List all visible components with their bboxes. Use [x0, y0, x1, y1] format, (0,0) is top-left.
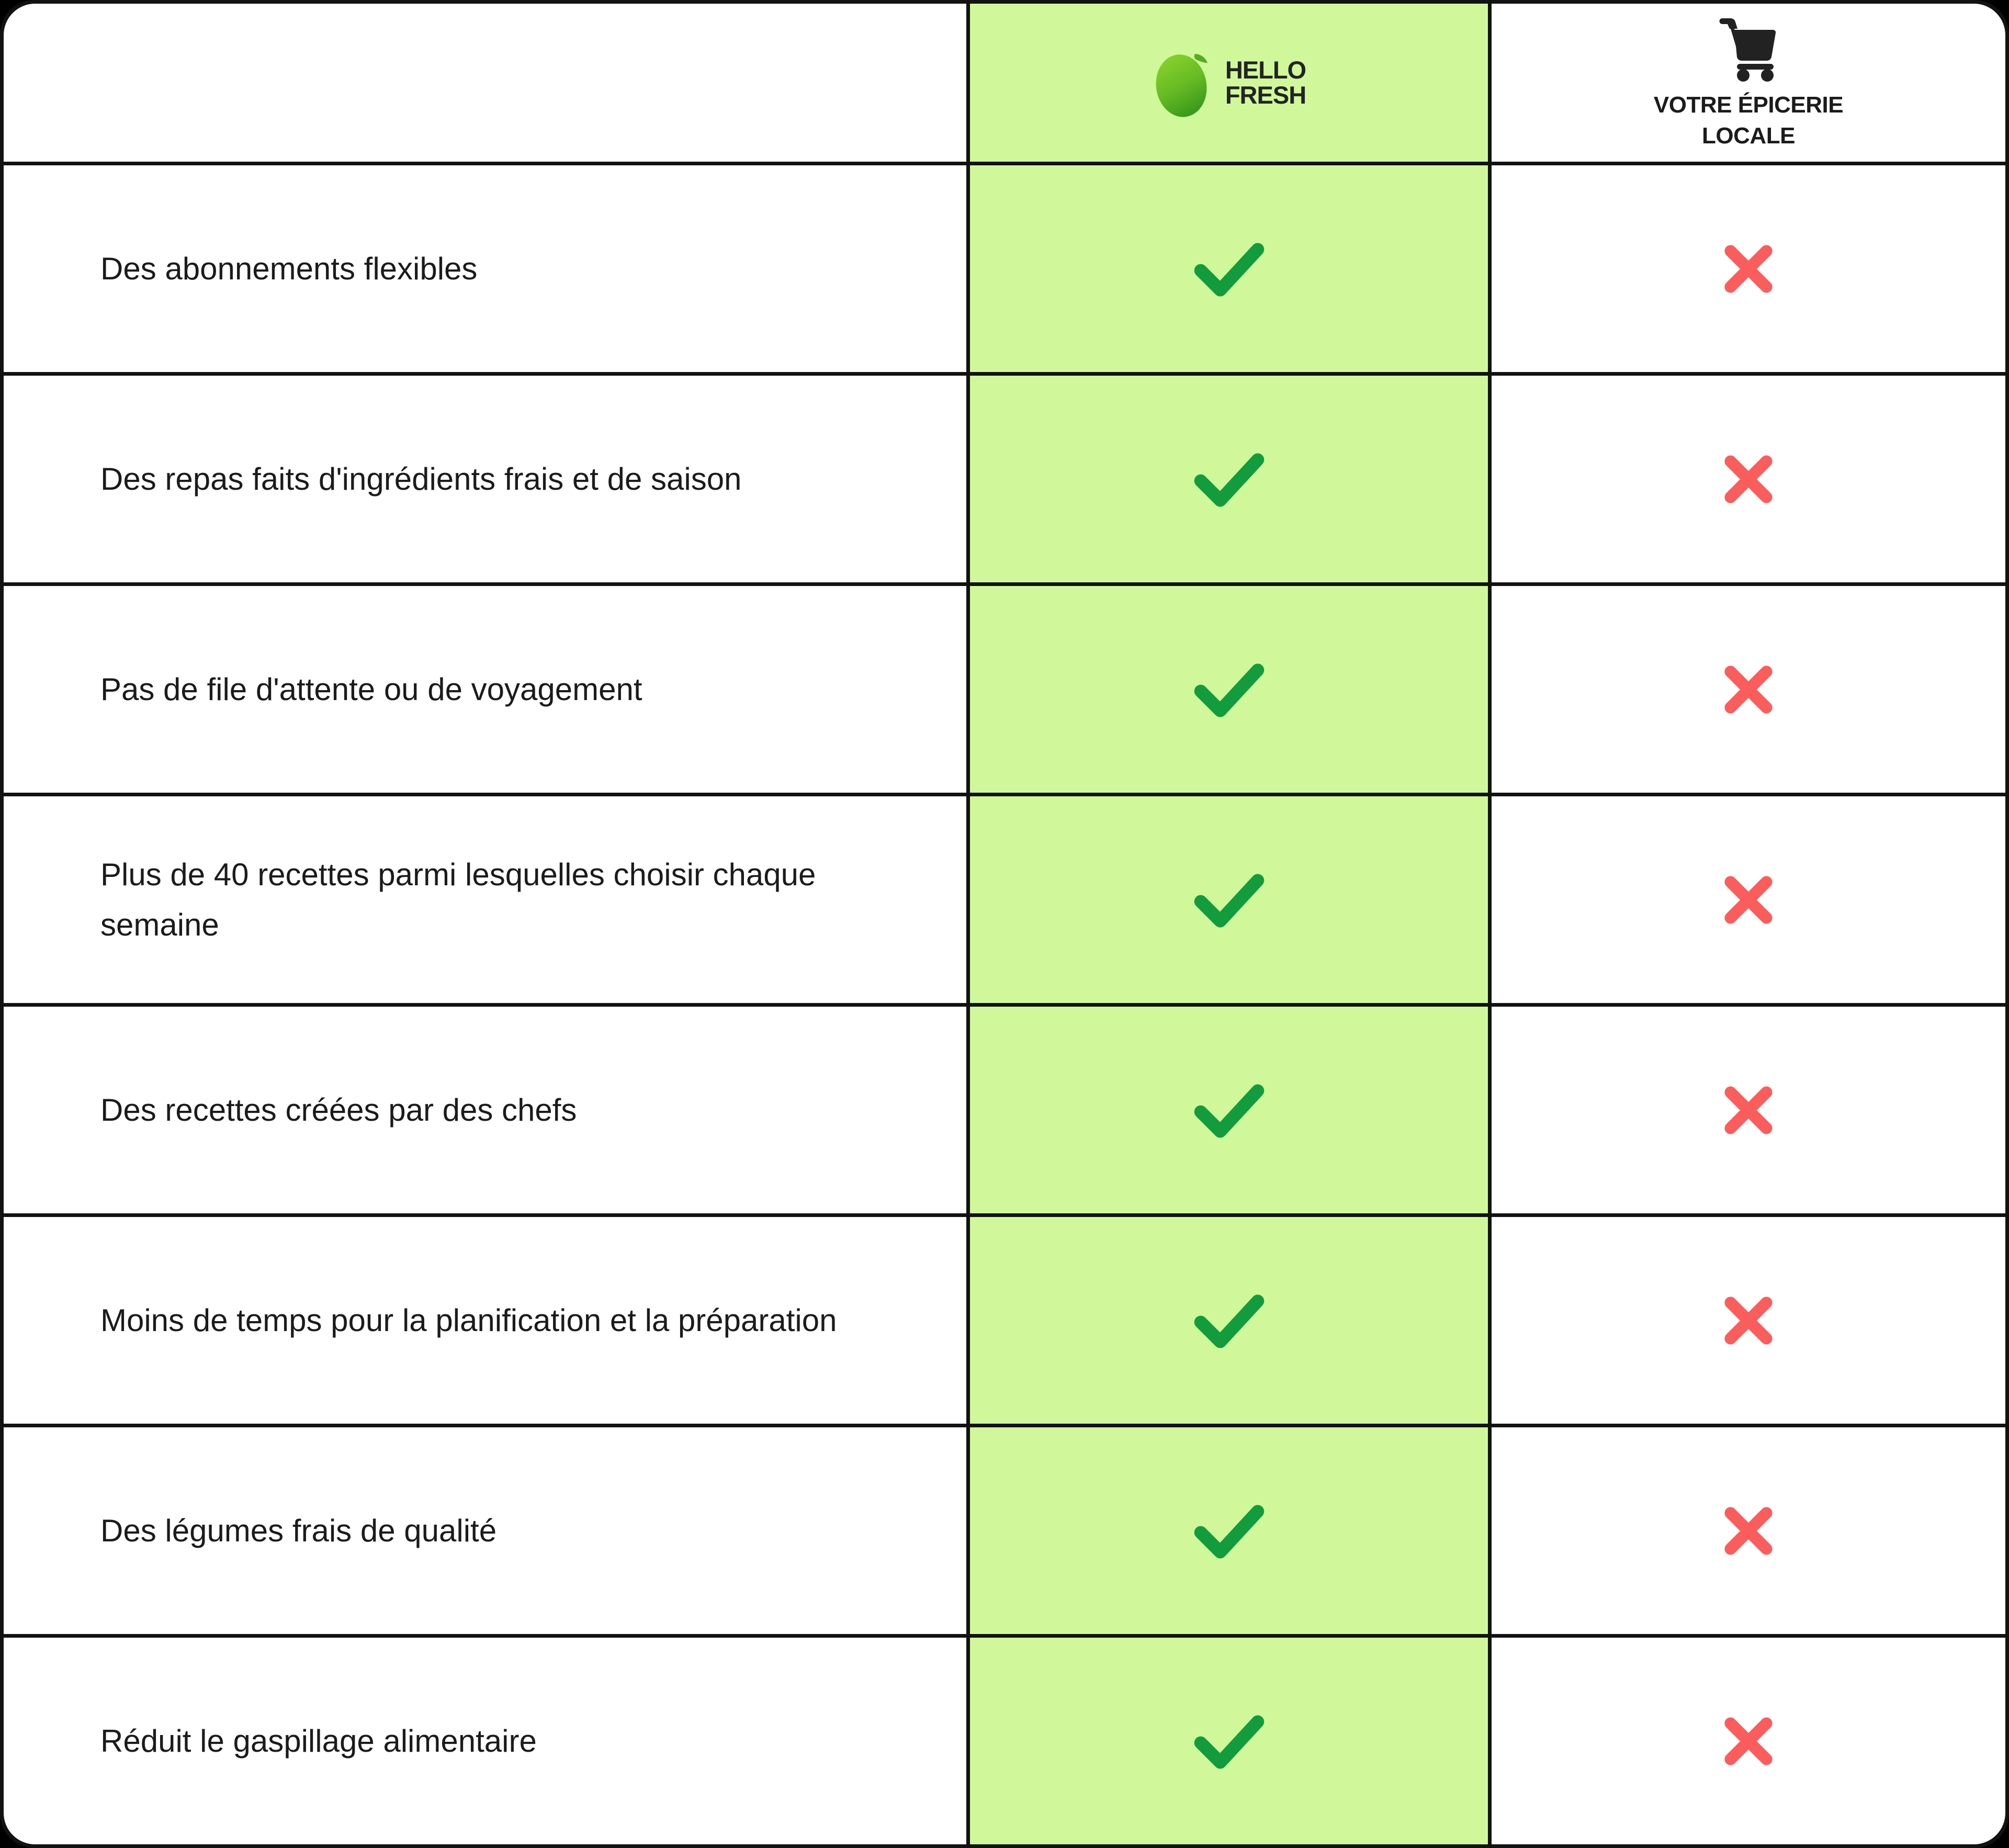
grocery-value-cell	[1492, 165, 2005, 372]
cart-icon	[1717, 14, 1780, 82]
check-icon	[1193, 872, 1265, 928]
feature-label: Des recettes créées par des chefs	[100, 1092, 577, 1128]
feature-label-cell	[4, 586, 966, 793]
feature-label-cell	[4, 1217, 966, 1424]
feature-label-cell	[4, 376, 966, 582]
hellofresh-value-cell	[970, 376, 1488, 582]
hellofresh-value-cell	[970, 1007, 1488, 1213]
feature-label: Plus de 40 recettes parmi lesquelles choisir chaque semaine	[100, 857, 816, 942]
hellofresh-wordmark-line1: HELLO	[1225, 56, 1306, 84]
header-hellofresh-cell	[970, 4, 1488, 162]
grocery-label-line1: VOTRE ÉPICERIE	[1653, 92, 1844, 118]
check-icon	[1193, 1082, 1265, 1139]
grocery-value-cell	[1492, 1427, 2005, 1634]
grocery-value-cell	[1492, 1217, 2005, 1424]
cross-icon	[1722, 1294, 1775, 1347]
check-icon	[1193, 1713, 1265, 1770]
grocery-label-line2: LOCALE	[1702, 123, 1795, 149]
check-icon	[1193, 451, 1265, 508]
hellofresh-value-cell	[970, 796, 1488, 1003]
header-empty-cell	[4, 4, 966, 162]
cross-icon	[1722, 1084, 1775, 1137]
grocery-label	[1654, 89, 1843, 152]
check-icon	[1193, 1503, 1265, 1559]
feature-label: Des repas faits d'ingrédients frais et de saison	[100, 461, 742, 497]
cross-icon	[1722, 242, 1775, 296]
cross-icon	[1722, 663, 1775, 716]
feature-label-cell	[4, 796, 966, 1003]
feature-label-cell	[4, 1638, 966, 1844]
feature-label: Des abonnements flexibles	[100, 251, 478, 286]
lime-icon	[1152, 47, 1214, 119]
grocery-value-cell	[1492, 1638, 2005, 1844]
cross-icon	[1722, 1715, 1775, 1768]
feature-label: Moins de temps pour la planification et la préparation	[100, 1302, 837, 1338]
hellofresh-wordmark	[1225, 58, 1306, 108]
grocery-value-cell	[1492, 376, 2005, 582]
feature-label-cell	[4, 1007, 966, 1213]
hellofresh-logo	[1152, 47, 1306, 119]
hellofresh-value-cell	[970, 586, 1488, 793]
hellofresh-wordmark-line2: FRESH	[1225, 81, 1306, 109]
grocery-value-cell	[1492, 1007, 2005, 1213]
feature-label: Réduit le gaspillage alimentaire	[100, 1723, 537, 1759]
feature-label: Des légumes frais de qualité	[100, 1513, 497, 1548]
cross-icon	[1722, 1504, 1775, 1558]
cross-icon	[1722, 873, 1775, 927]
hellofresh-value-cell	[970, 1217, 1488, 1424]
check-icon	[1193, 241, 1265, 297]
cross-icon	[1722, 453, 1775, 506]
header-grocery-cell	[1492, 4, 2005, 162]
check-icon	[1193, 661, 1265, 718]
hellofresh-value-cell	[970, 1427, 1488, 1634]
grocery-header-lockup	[1654, 14, 1843, 152]
grocery-value-cell	[1492, 796, 2005, 1003]
hellofresh-value-cell	[970, 165, 1488, 372]
feature-label-cell	[4, 165, 966, 372]
grocery-value-cell	[1492, 586, 2005, 793]
feature-label-cell	[4, 1427, 966, 1634]
comparison-grid	[4, 4, 2005, 1844]
hellofresh-value-cell	[970, 1638, 1488, 1844]
check-icon	[1193, 1292, 1265, 1349]
feature-label: Pas de file d'attente ou de voyagement	[100, 671, 642, 707]
